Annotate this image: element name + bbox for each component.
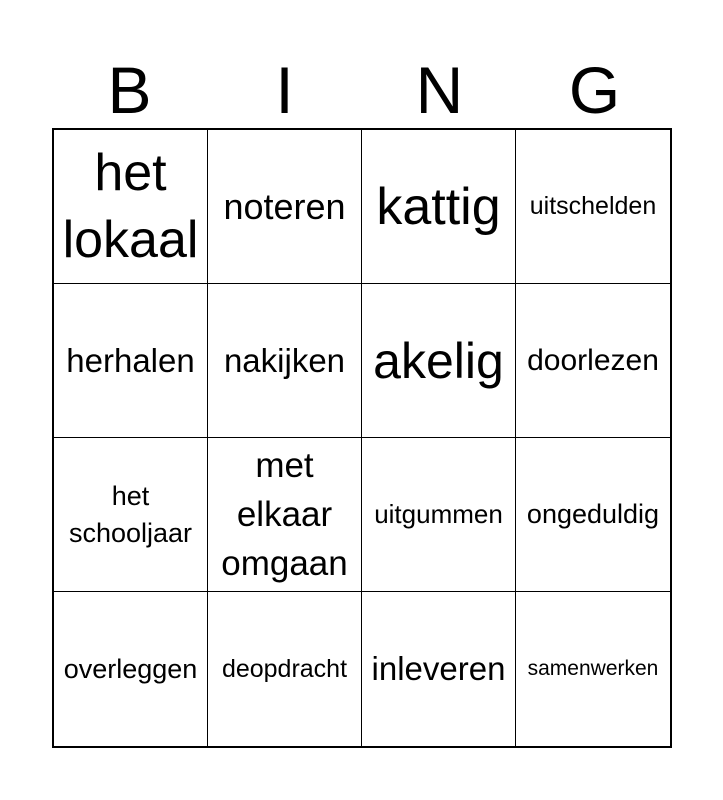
bingo-cell-r2c3[interactable] (362, 284, 516, 438)
header-letter-b: B (107, 53, 152, 127)
bingo-cell-r1c1[interactable] (54, 130, 208, 284)
bingo-cell-r2c1[interactable] (54, 284, 208, 438)
bingo-cell-r2c2[interactable] (208, 284, 362, 438)
bingo-cell-r3c1[interactable] (54, 438, 208, 592)
cell-text: akelig (373, 332, 504, 389)
header-letter-g: G (568, 53, 621, 127)
cell-text: uitgummen (374, 499, 503, 529)
cell-text: het schooljaar (68, 481, 193, 548)
cell-text: doorlezen (527, 343, 659, 377)
header-letter-n: N (415, 53, 464, 127)
cell-text: met elkaar omgaan (221, 446, 348, 583)
bingo-cell-r3c4[interactable] (516, 438, 670, 592)
cell-text: samenwerken (527, 657, 659, 680)
bingo-cell-r4c4[interactable] (516, 592, 670, 746)
cell-text: uitschelden (529, 192, 657, 220)
cell-text: deopdracht (221, 654, 348, 683)
cell-text: herhalen (66, 341, 195, 379)
bingo-cell-r1c3[interactable] (362, 130, 516, 284)
cell-text: kattig (376, 177, 501, 236)
header-letter-i: I (275, 53, 294, 127)
cell-text: inleveren (371, 650, 506, 687)
bingo-cell-r2c4[interactable] (516, 284, 670, 438)
bingo-cell-r4c2[interactable] (208, 592, 362, 746)
cell-text: nakijken (223, 341, 346, 379)
bingo-header (52, 52, 672, 128)
cell-text: ongeduldig (526, 499, 660, 529)
bingo-board (52, 128, 672, 748)
bingo-cell-r4c1[interactable] (54, 592, 208, 746)
bingo-cell-r1c4[interactable] (516, 130, 670, 284)
cell-text: overleggen (63, 653, 198, 684)
bingo-cell-r4c3[interactable] (362, 592, 516, 746)
bingo-cell-r3c3[interactable] (362, 438, 516, 592)
cell-text: het lokaal (62, 143, 199, 269)
cell-text: noteren (223, 185, 346, 227)
bingo-cell-r3c2[interactable] (208, 438, 362, 592)
bingo-cell-r1c2[interactable] (208, 130, 362, 284)
